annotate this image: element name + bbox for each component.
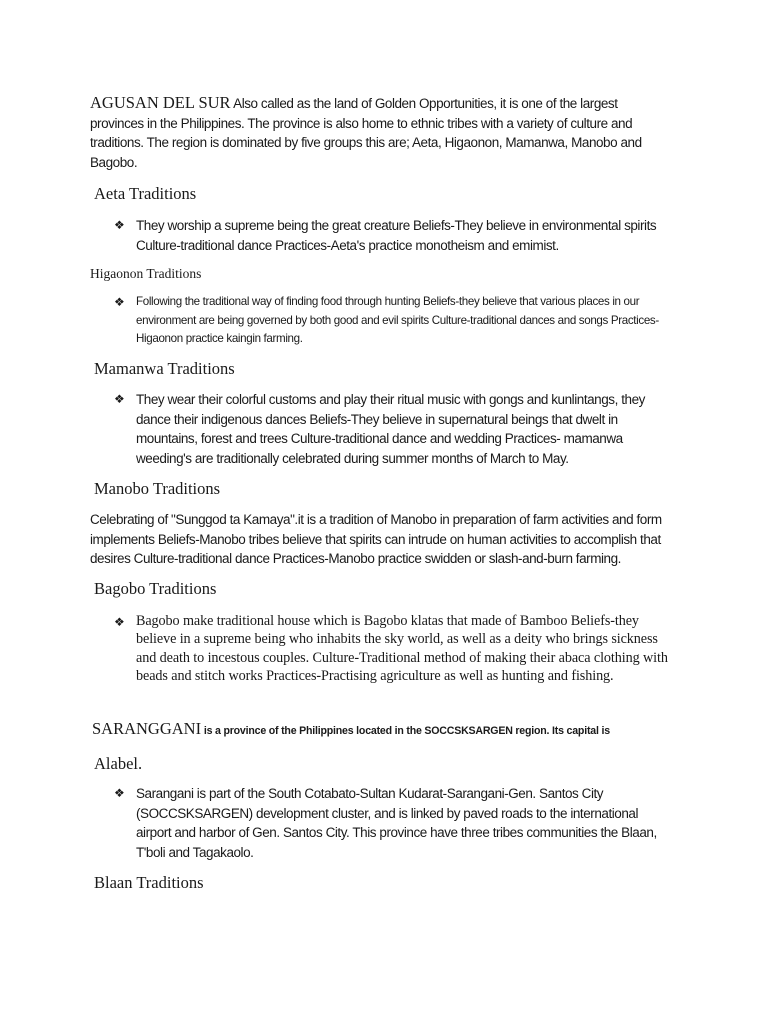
bullet-icon: ❖ — [114, 786, 125, 800]
bagobo-heading: Bagobo Traditions — [94, 579, 217, 598]
sarangani-lead: SARANGGANI — [92, 719, 202, 738]
intro-body: Also called as the land of Golden Opportunities, it is one of the largest provinces in the Philippines. The province is also home to ethnic tribes with a variety of culture and traditions. The region is dominated by five groups this are; Aeta, Higaonon, Mamanwa, Manobo and Bagobo. — [90, 96, 642, 170]
bullet-icon: ❖ — [114, 295, 125, 309]
manobo-heading: Manobo Traditions — [94, 479, 221, 498]
bullet-icon: ❖ — [114, 218, 125, 232]
blaan-heading: Blaan Traditions — [94, 873, 204, 892]
sarangani-intro — [92, 719, 610, 739]
sarangani-rest: is a province of the Philippines located in the SOCCSKSARGEN region. Its capital is — [201, 725, 610, 737]
intro-paragraph — [90, 93, 670, 172]
sarangani-capital: Alabel. — [94, 754, 143, 773]
mamanwa-bullet-text: They wear their colorful customs and play their ritual music with gongs and kunlintangs, they dance their indigenous dances Beliefs-They believe in supernatural beings that dwelt in mountains, forest and trees Culture-traditional dance and wedding Practices- mamanwa weeding's are traditionally celebrated during summer months of March to May. — [136, 392, 645, 467]
mamanwa-heading: Mamanwa Traditions — [94, 359, 235, 378]
aeta-bullet-text: They worship a supreme being the great creature Beliefs-They believe in environmental spirits Culture-traditional dance Practices-Aeta's practice monotheism and emimist. — [136, 218, 657, 253]
sarangani-bullet-text: Sarangani is part of the South Cotabato-Sultan Kudarat-Sarangani-Gen. Santos City (SOCCSKSARGEN) development cluster, and is linked by paved roads to the international airport and harbor of Gen. Santos City. This province have three tribes communities the Blaan, T'boli and Tagakaolo. — [136, 786, 657, 861]
intro-lead: AGUSAN DEL SUR — [90, 93, 231, 112]
higaonon-heading: Higaonon Traditions — [90, 266, 202, 281]
bullet-icon: ❖ — [114, 392, 125, 406]
bullet-icon: ❖ — [114, 615, 125, 629]
higaonon-bullet-text: Following the traditional way of finding food through hunting Beliefs-they believe that various places in our environment are being governed by both good and evil spirits Culture-traditional dances and songs Practices-Higaonon practice kaingin farming. — [136, 295, 659, 345]
bagobo-bullet-text: Bagobo make traditional house which is Bagobo klatas that made of Bamboo Beliefs-they believe in a supreme being who inhabits the sky world, as well as a deity who brings sickness and death to incestous couples. Culture-Traditional method of making their abaca clothing with beads and stitch works Practices-Practising agriculture as well as hunting and fishing. — [136, 613, 668, 684]
aeta-heading: Aeta Traditions — [94, 184, 197, 203]
manobo-paragraph: Celebrating of "Sunggod ta Kamaya".it is a tradition of Manobo in preparation of farm activities and form implements Beliefs-Manobo tribes believe that spirits can intrude on human activities to accomplish that desires Culture-traditional dance Practices-Manobo practice swidden or slash-and-burn farming. — [90, 512, 662, 567]
